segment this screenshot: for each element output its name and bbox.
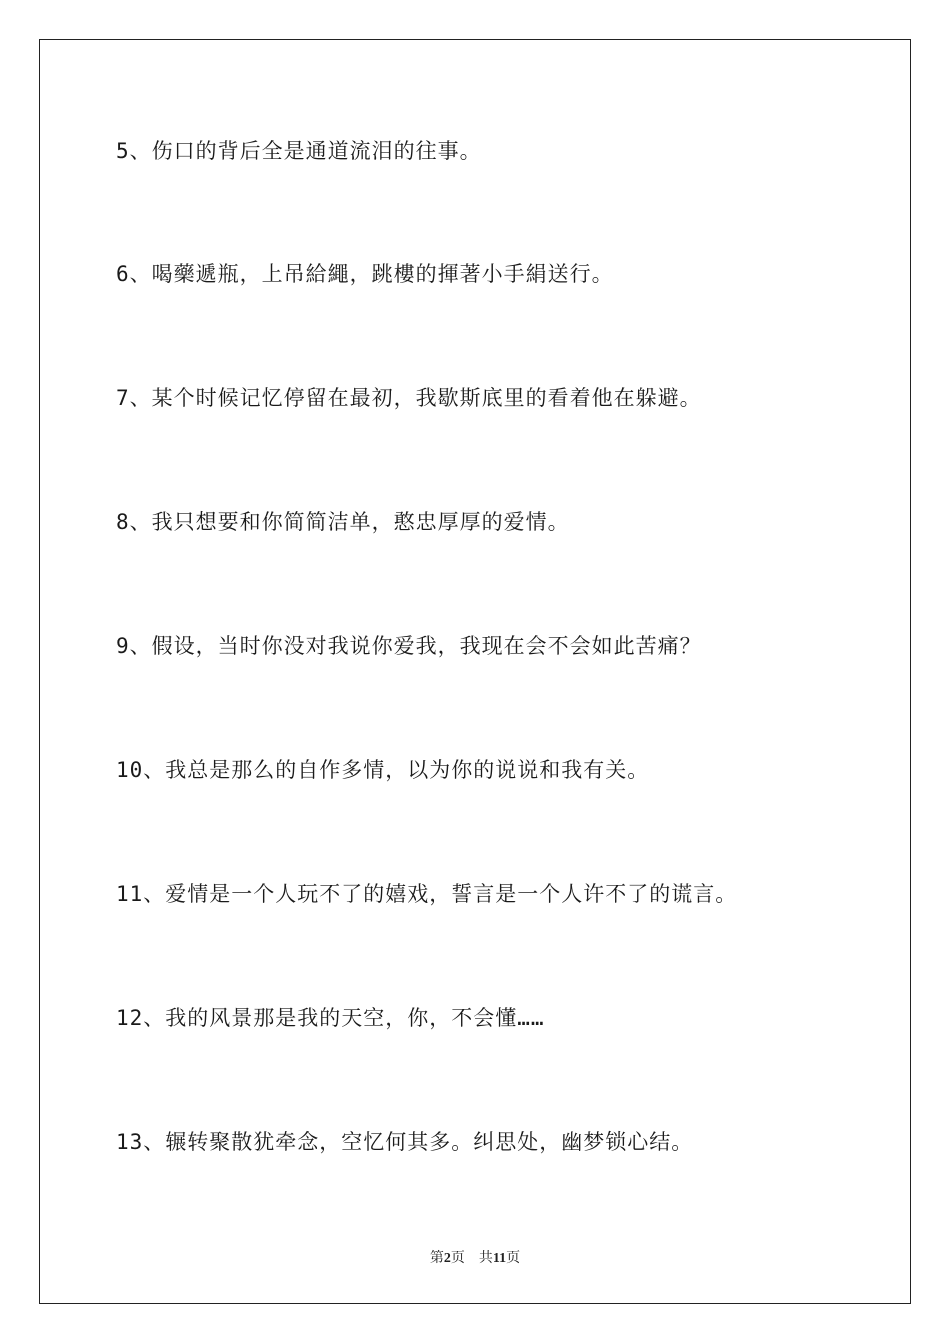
list-item: 8、我只想要和你简简洁单，憨忠厚厚的爱情。 bbox=[116, 510, 570, 534]
list-item: 5、伤口的背后全是通道流泪的往事。 bbox=[116, 139, 482, 163]
total-suffix: 页 bbox=[506, 1251, 521, 1266]
list-item: 7、某个时候记忆停留在最初，我歇斯底里的看着他在躲避。 bbox=[116, 386, 702, 410]
total-pages: 11 bbox=[492, 1251, 507, 1266]
list-item: 10、我总是那么的自作多情，以为你的说说和我有关。 bbox=[116, 758, 650, 782]
total-prefix: 共 bbox=[478, 1251, 493, 1266]
list-item: 12、我的风景那是我的天空，你，不会懂…… bbox=[116, 1006, 545, 1030]
list-item: 9、假设，当时你没对我说你爱我，我现在会不会如此苦痛？ bbox=[116, 634, 702, 658]
list-item: 13、辗转聚散犹牵念，空忆何其多。纠思处，幽梦锁心结。 bbox=[116, 1130, 694, 1154]
list-item: 6、喝藥遞瓶，上吊給繩，跳樓的揮著小手絹送行。 bbox=[116, 262, 614, 286]
page-prefix: 第 bbox=[429, 1251, 444, 1266]
page-footer bbox=[0, 1247, 950, 1267]
page-border bbox=[39, 39, 911, 1304]
page-number: 2 bbox=[443, 1251, 451, 1266]
list-item: 11、爱情是一个人玩不了的嬉戏，誓言是一个人许不了的谎言。 bbox=[116, 882, 738, 906]
page-suffix: 页 bbox=[450, 1251, 465, 1266]
